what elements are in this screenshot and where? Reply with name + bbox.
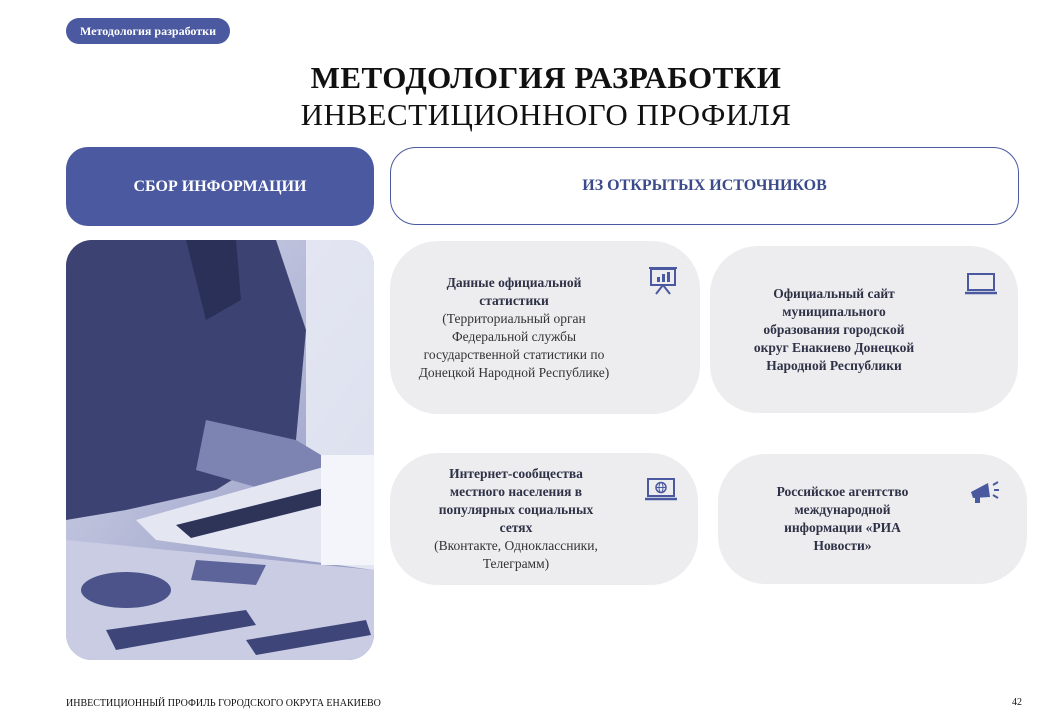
laptop-photo-illustration — [66, 240, 374, 660]
page-title-line1: МЕТОДОЛОГИЯ РАЗРАБОТКИ — [310, 60, 782, 95]
web-laptop-icon — [644, 477, 678, 508]
card-body: (Территориальный орган Федеральной службы государственной статистики по Донецкой Народной Республике) — [418, 310, 610, 380]
collect-info-label: СБОР ИНФОРМАЦИИ — [133, 177, 307, 195]
card-title: Официальный сайт муниципального образования городской округ Енакиево Донецкой Народной Республики — [753, 285, 915, 373]
card-title: Данные официальной статистики — [446, 274, 582, 308]
card-internet-communities — [390, 453, 698, 585]
page-number: 42 — [1012, 697, 1022, 708]
card-official-website — [710, 246, 1018, 413]
card-body: (Вконтакте, Одноклассники, Телеграмм) — [434, 538, 598, 571]
section-badge: Методология разработки — [66, 18, 230, 44]
laptop-icon — [964, 272, 998, 301]
card-internet-communities-text — [424, 465, 608, 573]
presentation-board-icon — [648, 265, 678, 300]
open-sources-label: ИЗ ОТКРЫТЫХ ИСТОЧНИКОВ — [582, 177, 827, 194]
card-title: Интернет-сообщества местного населения в популярных социальных сетях — [438, 466, 594, 535]
laptop-photo — [66, 240, 374, 660]
card-official-statistics-text — [418, 274, 610, 382]
card-official-website-text — [750, 285, 918, 375]
open-sources-block — [390, 147, 1019, 225]
megaphone-icon — [968, 478, 1000, 509]
card-official-statistics — [390, 241, 700, 414]
card-ria-novosti-text — [758, 483, 927, 555]
card-ria-novosti — [718, 454, 1027, 584]
collect-info-block — [66, 147, 374, 226]
page-title-line2: ИНВЕСТИЦИОННОГО ПРОФИЛЯ — [300, 97, 792, 132]
card-title: Российское агентство международной информации «РИА Новости» — [776, 484, 909, 553]
footer-text: ИНВЕСТИЦИОННЫЙ ПРОФИЛЬ ГОРОДСКОГО ОКРУГА ЕНАКИЕВО — [66, 698, 381, 709]
